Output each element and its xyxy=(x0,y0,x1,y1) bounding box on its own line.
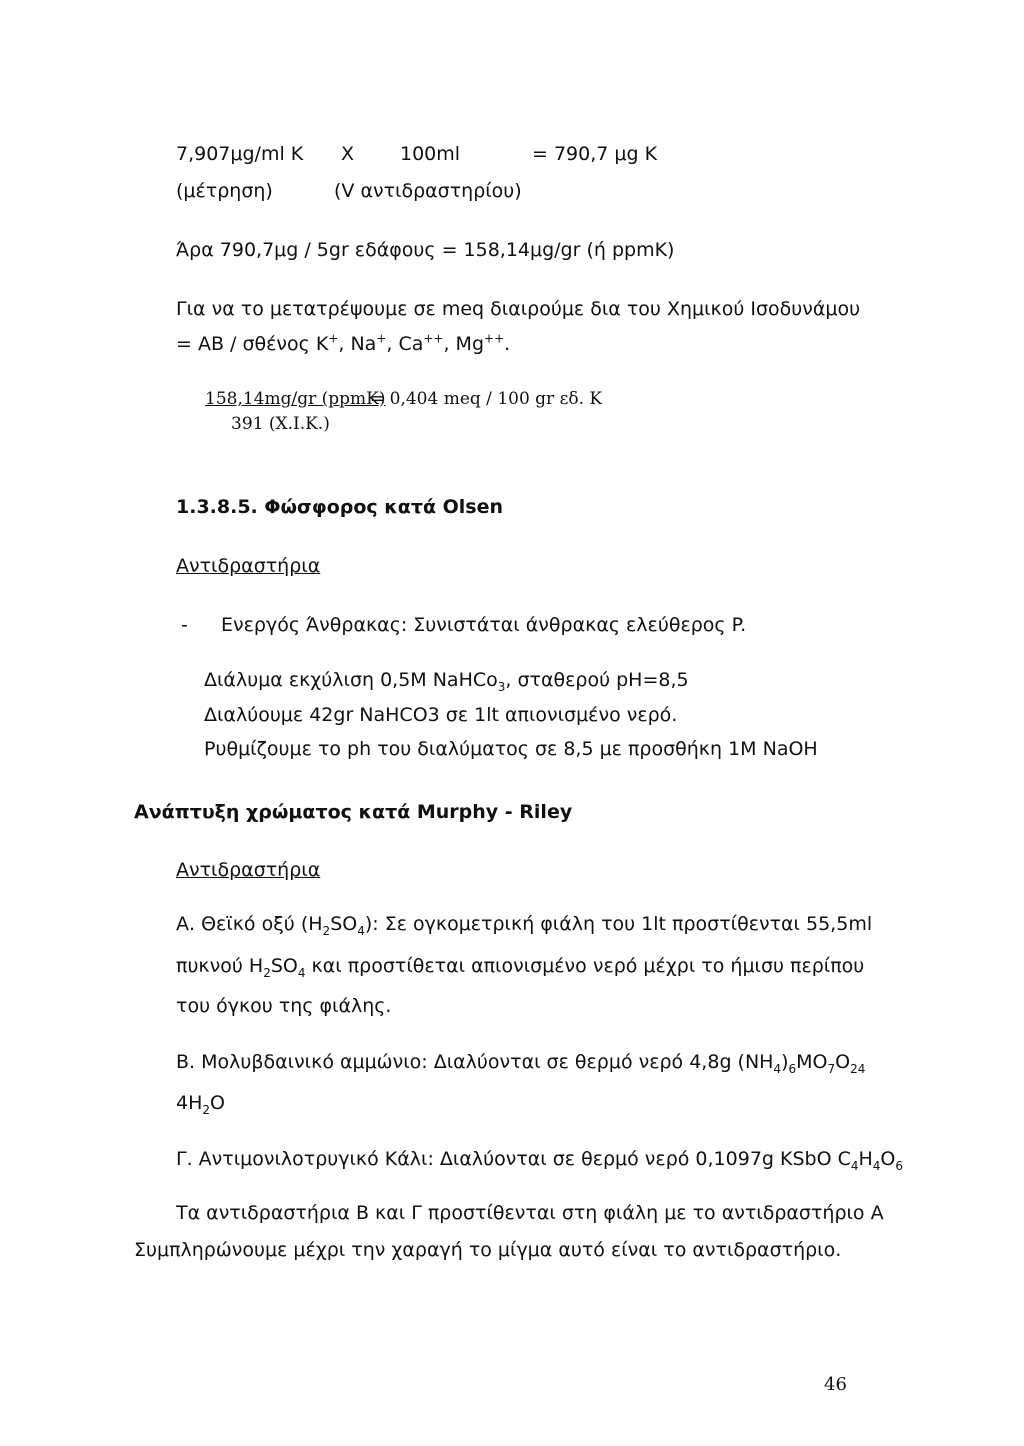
murphy-a-line1: Α. Θεϊκό οξύ $(H_2SO_4)$: Σε ογκομετρική φιάλη του 1lt προστίθενται 55,5ml xyxy=(176,913,873,938)
page-number: 46 xyxy=(824,1374,847,1395)
olsen-item-bullet: - xyxy=(181,614,188,636)
calc-volume-note: (V αντιδραστηρίου) xyxy=(334,180,522,202)
calc-fraction-result: = 0,404 meq / 100 gr εδ. Κ xyxy=(370,389,603,409)
murphy-final-line2: Συμπληρώνουμε μέχρι την χαραγή το μίγμα αυτό είναι το αντιδραστήριο. xyxy=(134,1239,842,1261)
murphy-reagents-label: Αντιδραστήρια xyxy=(176,859,321,881)
calc-meq-line2: = ΑΒ / σθένος K+, Na+, Ca++, Mg++. xyxy=(176,331,511,355)
murphy-b-line2: $4H_2O$ xyxy=(176,1092,225,1117)
murphy-b-line1: Β. Μολυβδαινικό αμμώνιο: Διαλύονται σε θερμό νερό 4,8g $(NH_4)_6MO_7O_{24}$ xyxy=(176,1051,866,1076)
calc-fraction-denominator: 391 (X.I.K.) xyxy=(231,414,330,434)
murphy-a-line2: πυκνού $H_2SO_4$ και προστίθεται απιονισμένο νερό μέχρι το ήμισυ περίπου xyxy=(176,955,865,980)
olsen-heading: 1.3.8.5. Φώσφορος κατά Olsen xyxy=(176,496,504,518)
olsen-reagents-label: Αντιδραστήρια xyxy=(176,555,321,577)
murphy-a-line3: του όγκου της φιάλης. xyxy=(176,995,392,1017)
calc-measurement: 7,907μg/ml K xyxy=(176,143,304,165)
calc-ara-line: Άρα 790,7μg / 5gr εδάφους = 158,14μg/gr (ή ppmK) xyxy=(176,239,675,261)
olsen-item: Ενεργός Άνθρακας: Συνιστάται άνθρακας ελεύθερος P. xyxy=(221,614,747,636)
murphy-final-line1: Τα αντιδραστήρια Β και Γ προστίθενται στη φιάλη με το αντιδραστήριο Α xyxy=(176,1202,884,1224)
calc-times: X xyxy=(341,143,355,165)
calc-meq-line1: Για να το μετατρέψουμε σε meq διαιρούμε δια του Χημικού Ισοδυνάμου xyxy=(176,298,861,320)
calc-volume: 100ml xyxy=(400,143,461,165)
olsen-dissolve: Διαλύουμε 42gr NaHCO3 σε 1lt απιονισμένο νερό. xyxy=(204,704,678,726)
olsen-solution: Διάλυμα εκχύλιση 0,5M NaHCo$_3$, σταθερού pH=8,5 xyxy=(204,669,689,694)
olsen-adjust: Ρυθμίζουμε το ph του διαλύματος σε 8,5 με προσθήκη 1M NaOH xyxy=(204,738,818,760)
calc-fraction-numerator: 158,14mg/gr (ppmK) xyxy=(205,389,386,409)
murphy-heading: Ανάπτυξη χρώματος κατά Murphy - Riley xyxy=(134,801,573,823)
calc-result: = 790,7 μg K xyxy=(532,143,658,165)
murphy-g-line: Γ. Αντιμονιλοτρυγικό Κάλι: Διαλύονται σε θερμό νερό 0,1097g KSbO $C_4H_4O_6$ xyxy=(176,1148,904,1173)
calc-measurement-note: (μέτρηση) xyxy=(176,180,273,202)
